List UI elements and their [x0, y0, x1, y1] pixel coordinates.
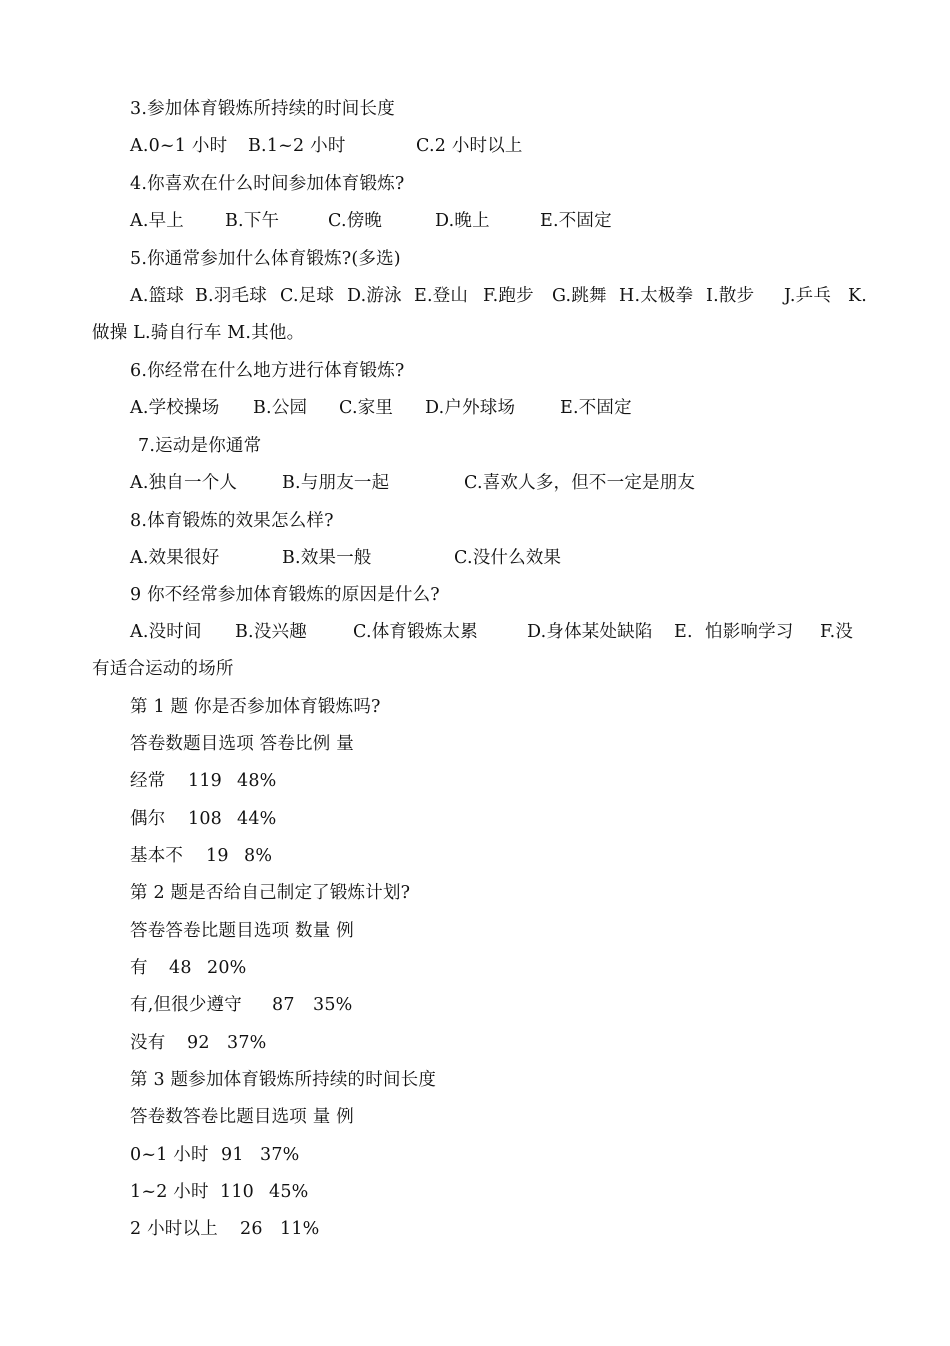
- question-7-options: [130, 470, 830, 496]
- option-5d: D.游泳: [347, 286, 402, 306]
- result-2-row-option: 有,但很少遵守: [130, 995, 242, 1015]
- option-9f: F.没: [820, 622, 854, 642]
- result-2-row: [130, 992, 530, 1018]
- result-2-row-option: 有: [130, 958, 148, 978]
- result-2-title: 第 2 题是否给自己制定了锻炼计划?: [130, 883, 411, 903]
- question-7: 7.运动是你通常: [138, 436, 262, 456]
- result-1-row-percent: 48%: [237, 771, 277, 791]
- option-5g: G.跳舞: [552, 286, 607, 306]
- result-3-row: [130, 1216, 530, 1242]
- option-6e: E.不固定: [560, 398, 632, 418]
- option-7a: A.独自一个人: [130, 473, 238, 493]
- result-2-row: [130, 1030, 530, 1056]
- result-3-row-count: 110: [220, 1182, 255, 1202]
- result-1-row-count: 119: [188, 771, 223, 791]
- result-3-row-count: 91: [221, 1145, 244, 1165]
- question-6: 6.你经常在什么地方进行体育锻炼?: [130, 361, 405, 381]
- option-8b: B.效果一般: [282, 548, 372, 568]
- result-3-row-percent: 11%: [280, 1219, 320, 1239]
- result-3-row-percent: 37%: [260, 1145, 300, 1165]
- question-3-options: [130, 133, 830, 159]
- option-3b: B.1~2 小时: [248, 136, 346, 156]
- result-1-row-percent: 8%: [244, 846, 273, 866]
- result-1-row: [130, 768, 530, 794]
- result-3-title: 第 3 题参加体育锻炼所持续的时间长度: [130, 1070, 437, 1090]
- option-8c: C.没什么效果: [454, 548, 562, 568]
- question-3: 3.参加体育锻炼所持续的时间长度: [130, 99, 395, 119]
- option-7c: C.喜欢人多，但不一定是朋友: [464, 473, 696, 493]
- option-3c: C.2 小时以上: [416, 136, 523, 156]
- question-9: 9 你不经常参加体育锻炼的原因是什么?: [130, 585, 440, 605]
- option-9a: A.没时间: [130, 622, 202, 642]
- result-3-row: [130, 1142, 530, 1168]
- option-6b: B.公园: [253, 398, 308, 418]
- option-3a: A.0~1 小时: [130, 136, 228, 156]
- result-1-row-count: 19: [206, 846, 229, 866]
- option-4c: C.傍晚: [328, 211, 383, 231]
- option-4b: B.下午: [225, 211, 280, 231]
- option-4a: A.早上: [130, 211, 185, 231]
- result-2-row-percent: 35%: [313, 995, 353, 1015]
- result-1-header: 答卷数题目选项 答卷比例 量: [130, 734, 354, 754]
- question-8-options: [130, 545, 830, 571]
- result-3-row-option: 0~1 小时: [130, 1145, 209, 1165]
- option-5k: K.: [848, 286, 868, 306]
- option-5c: C.足球: [280, 286, 335, 306]
- option-7b: B.与朋友一起: [282, 473, 390, 493]
- result-2-row-count: 92: [187, 1033, 210, 1053]
- result-2-row: [130, 955, 530, 981]
- option-6c: C.家里: [339, 398, 394, 418]
- result-3-row-count: 26: [240, 1219, 263, 1239]
- result-3-header: 答卷数答卷比题目选项 量 例: [130, 1107, 354, 1127]
- result-1-row-percent: 44%: [237, 809, 277, 829]
- result-3-row-option: 1~2 小时: [130, 1182, 209, 1202]
- result-1-row: [130, 806, 530, 832]
- option-9e-text: 怕影响学习: [705, 622, 794, 642]
- result-1-row-option: 经常: [130, 771, 166, 791]
- option-5j: J.乒乓: [784, 286, 832, 306]
- result-2-header: 答卷答卷比题目选项 数量 例: [130, 921, 354, 941]
- result-3-row: [130, 1179, 530, 1205]
- result-1-row-option: 偶尔: [130, 809, 166, 829]
- option-5h: H.太极拳: [619, 286, 694, 306]
- option-9c: C.体育锻炼太累: [353, 622, 478, 642]
- option-5i: I.散步: [706, 286, 755, 306]
- question-9-options-line2: 有适合运动的场所: [92, 659, 234, 679]
- question-6-options: [130, 395, 830, 421]
- result-1-title: 第 1 题 你是否参加体育锻炼吗?: [130, 697, 381, 717]
- option-5e: E.登山: [414, 286, 469, 306]
- question-5-options-line1: [130, 283, 870, 309]
- option-5b: B.羽毛球: [195, 286, 267, 306]
- result-1-row-option: 基本不: [130, 846, 184, 866]
- option-4e: E.不固定: [540, 211, 612, 231]
- option-5a: A.篮球: [130, 286, 185, 306]
- result-2-row-count: 48: [169, 958, 192, 978]
- result-2-row-percent: 20%: [207, 958, 247, 978]
- question-5-options-line2: 做操 L.骑自行车 M.其他。: [92, 323, 305, 343]
- question-4-options: [130, 208, 830, 234]
- result-2-row-count: 87: [272, 995, 295, 1015]
- option-9e: E.: [674, 622, 693, 642]
- question-8: 8.体育锻炼的效果怎么样?: [130, 511, 334, 531]
- question-4: 4.你喜欢在什么时间参加体育锻炼?: [130, 174, 405, 194]
- result-1-row-count: 108: [188, 809, 223, 829]
- option-9d: D.身体某处缺陷: [527, 622, 653, 642]
- option-4d: D.晚上: [435, 211, 490, 231]
- result-2-row-option: 没有: [130, 1033, 166, 1053]
- result-3-row-percent: 45%: [269, 1182, 309, 1202]
- question-5: 5.你通常参加什么体育锻炼?(多选): [130, 249, 401, 269]
- result-1-row: [130, 843, 530, 869]
- question-9-options-line1: [130, 619, 870, 645]
- result-2-row-percent: 37%: [227, 1033, 267, 1053]
- option-5f: F.跑步: [483, 286, 534, 306]
- option-8a: A.效果很好: [130, 548, 220, 568]
- option-9b: B.没兴趣: [235, 622, 307, 642]
- option-6d: D.户外球场: [425, 398, 516, 418]
- result-3-row-option: 2 小时以上: [130, 1219, 218, 1239]
- option-6a: A.学校操场: [130, 398, 220, 418]
